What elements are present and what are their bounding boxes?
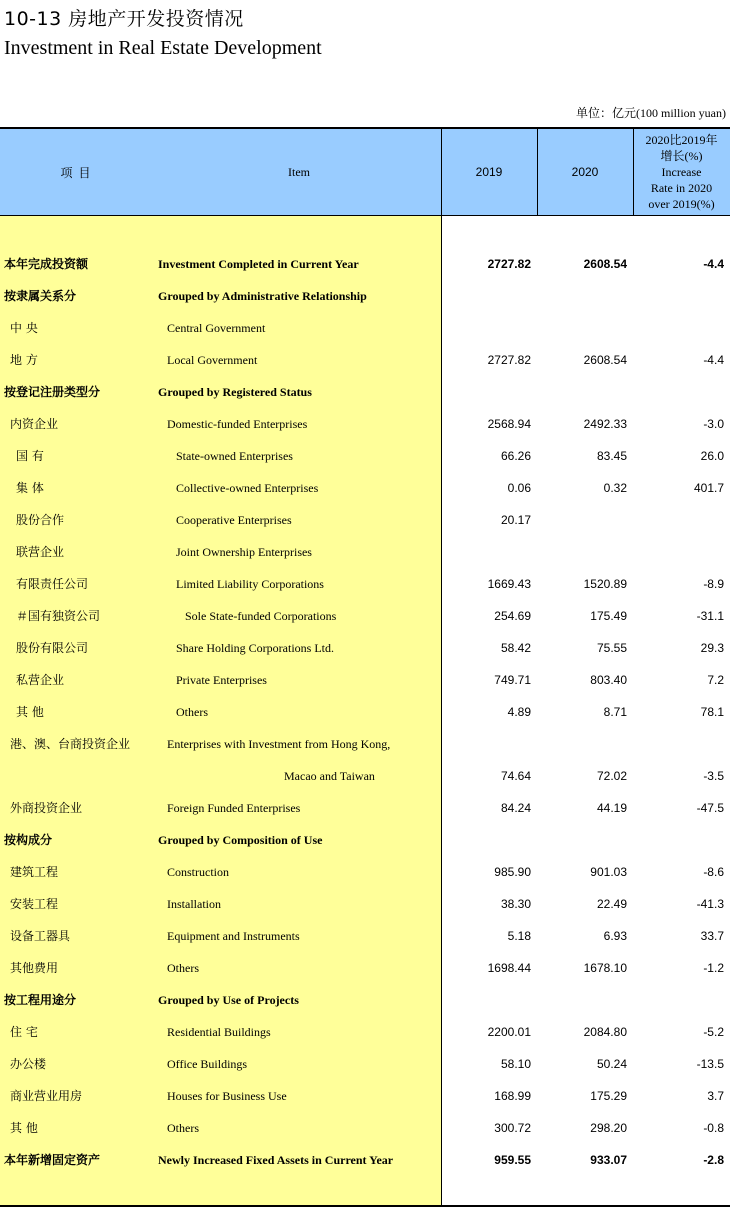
row-value-2020: 2084.80 xyxy=(583,1025,627,1039)
row-value-2020: 44.19 xyxy=(596,801,627,815)
header-2020: 2020 xyxy=(571,165,599,179)
row-item-cn: 国 有 xyxy=(16,449,44,463)
row-item-cn: 有限责任公司 xyxy=(16,577,89,591)
row-item-cn: 外商投资企业 xyxy=(10,801,83,815)
row-value-2020: 1678.10 xyxy=(583,961,627,975)
row-increase-rate: -8.9 xyxy=(703,577,724,591)
row-item-en: Residential Buildings xyxy=(167,1025,271,1039)
row-item-en: State-owned Enterprises xyxy=(176,449,293,463)
row-increase-rate: -41.3 xyxy=(696,897,724,911)
row-increase-rate xyxy=(633,824,724,856)
table-row xyxy=(0,824,730,856)
row-value-2019: 84.24 xyxy=(500,801,531,815)
statistics-table xyxy=(0,127,730,1209)
row-item-cn: 建筑工程 xyxy=(10,865,59,879)
row-value-2020: 933.07 xyxy=(590,1153,627,1167)
row-value-2019: 959.55 xyxy=(494,1153,531,1167)
row-increase-rate xyxy=(633,728,724,760)
row-item-en: Installation xyxy=(167,897,221,911)
row-value-2019: 749.71 xyxy=(494,673,531,687)
row-value-2019: 168.99 xyxy=(494,1089,531,1103)
table-row xyxy=(0,440,730,472)
table-row xyxy=(0,1048,730,1080)
header-rate-line: 增长(%) xyxy=(660,149,703,163)
row-item-en: Grouped by Registered Status xyxy=(158,385,312,399)
row-value-2019: 300.72 xyxy=(494,1121,531,1135)
row-value-2019 xyxy=(441,280,531,312)
row-value-2019 xyxy=(441,376,531,408)
table-row xyxy=(0,600,730,632)
row-item-en: Foreign Funded Enterprises xyxy=(167,801,301,815)
row-increase-rate: -0.8 xyxy=(703,1121,724,1135)
row-increase-rate: 7.2 xyxy=(707,673,724,687)
row-item-cn: 本年完成投资额 xyxy=(4,257,89,271)
table-row xyxy=(0,1016,730,1048)
table-bottom-rule xyxy=(0,1205,730,1207)
row-increase-rate xyxy=(633,536,724,568)
row-item-cn: 其他费用 xyxy=(10,961,59,975)
row-increase-rate: -4.4 xyxy=(703,257,724,271)
row-item-en: Houses for Business Use xyxy=(167,1089,287,1103)
table-row xyxy=(0,696,730,728)
row-value-2019: 985.90 xyxy=(494,865,531,879)
row-value-2020: 2608.54 xyxy=(583,257,627,271)
row-value-2020 xyxy=(537,280,627,312)
row-item-en: Equipment and Instruments xyxy=(167,929,300,943)
row-value-2019 xyxy=(441,312,531,344)
unit-label-en: (100 million yuan) xyxy=(636,106,726,120)
row-value-2020: 75.55 xyxy=(596,641,627,655)
row-item-en: Collective-owned Enterprises xyxy=(176,481,319,495)
row-item-en: Sole State-funded Corporations xyxy=(185,609,337,623)
row-item-cn: 安装工程 xyxy=(10,897,59,911)
row-value-2020: 803.40 xyxy=(590,673,627,687)
row-increase-rate: -13.5 xyxy=(696,1057,724,1071)
row-item-cn: 按登记注册类型分 xyxy=(4,385,101,399)
row-value-2019: 38.30 xyxy=(500,897,531,911)
row-item-en: Grouped by Administrative Relationship xyxy=(158,289,367,303)
row-value-2019: 58.10 xyxy=(500,1057,531,1071)
table-row xyxy=(0,1144,730,1176)
row-item-en: Cooperative Enterprises xyxy=(176,513,292,527)
row-item-en: Others xyxy=(167,1121,199,1135)
table-row xyxy=(0,248,730,280)
row-item-en: Enterprises with Investment from Hong Kong, xyxy=(167,737,391,751)
table-row xyxy=(0,344,730,376)
row-value-2020: 175.49 xyxy=(590,609,627,623)
row-value-2020: 6.93 xyxy=(603,929,627,943)
table-row xyxy=(0,856,730,888)
row-value-2019: 74.64 xyxy=(500,769,531,783)
row-increase-rate: -3.0 xyxy=(703,417,724,431)
row-value-2019: 2727.82 xyxy=(487,353,531,367)
table-row xyxy=(0,1080,730,1112)
row-item-en: Local Government xyxy=(167,353,258,367)
row-item-cn: 中 央 xyxy=(10,321,38,335)
row-increase-rate: -47.5 xyxy=(696,801,724,815)
row-value-2019 xyxy=(441,536,531,568)
row-value-2020 xyxy=(537,376,627,408)
header-increase-rate xyxy=(633,129,730,215)
row-increase-rate: 78.1 xyxy=(700,705,724,719)
row-item-cn: 内资企业 xyxy=(10,417,59,431)
table-row xyxy=(0,984,730,1016)
table-row xyxy=(0,952,730,984)
row-value-2020 xyxy=(537,984,627,1016)
row-item-en: Central Government xyxy=(167,321,266,335)
row-increase-rate: -8.6 xyxy=(703,865,724,879)
row-increase-rate: 3.7 xyxy=(707,1089,724,1103)
row-value-2020: 50.24 xyxy=(596,1057,627,1071)
table-row xyxy=(0,664,730,696)
row-item-cn: 按隶属关系分 xyxy=(4,289,77,303)
row-value-2019: 254.69 xyxy=(494,609,531,623)
table-row xyxy=(0,888,730,920)
row-value-2019 xyxy=(441,984,531,1016)
row-value-2019: 2568.94 xyxy=(487,417,531,431)
row-item-cn: 住 宅 xyxy=(10,1025,38,1039)
row-value-2019: 5.18 xyxy=(507,929,531,943)
row-increase-rate: -5.2 xyxy=(703,1025,724,1039)
header-rate-line: 2020比2019年 xyxy=(645,133,718,147)
header-2019: 2019 xyxy=(475,165,503,179)
header-rate-line: over 2019(%) xyxy=(648,197,715,211)
row-value-2020: 83.45 xyxy=(596,449,627,463)
row-increase-rate: -2.8 xyxy=(703,1153,724,1167)
row-value-2019: 1669.43 xyxy=(487,577,531,591)
row-value-2020: 2492.33 xyxy=(583,417,627,431)
row-value-2020 xyxy=(537,536,627,568)
row-increase-rate: 29.3 xyxy=(700,641,724,655)
row-increase-rate xyxy=(633,280,724,312)
table-row xyxy=(0,472,730,504)
row-item-en: Share Holding Corporations Ltd. xyxy=(176,641,334,655)
row-value-2019 xyxy=(441,824,531,856)
table-row xyxy=(0,504,730,536)
row-value-2019: 0.06 xyxy=(507,481,531,495)
table-row xyxy=(0,536,730,568)
table-title-cn: 10-13 房地产开发投资情况 xyxy=(4,8,244,30)
row-item-cn: ＃国有独资公司 xyxy=(16,609,101,623)
row-value-2020 xyxy=(537,728,627,760)
row-increase-rate xyxy=(633,376,724,408)
row-value-2020: 298.20 xyxy=(590,1121,627,1135)
row-increase-rate: -1.2 xyxy=(703,961,724,975)
row-item-cn: 本年新增固定资产 xyxy=(4,1153,101,1167)
row-value-2019: 4.89 xyxy=(507,705,531,719)
row-value-2020: 175.29 xyxy=(590,1089,627,1103)
row-increase-rate: -31.1 xyxy=(696,609,724,623)
row-item-cn: 其 他 xyxy=(16,705,44,719)
row-increase-rate xyxy=(633,984,724,1016)
row-item-cn: 设备工器具 xyxy=(10,929,71,943)
row-item-en: Limited Liability Corporations xyxy=(176,577,324,591)
table-row xyxy=(0,280,730,312)
row-item-en: Macao and Taiwan xyxy=(284,769,375,783)
row-item-cn: 私营企业 xyxy=(16,673,65,687)
unit-label xyxy=(576,104,726,121)
row-item-en: Private Enterprises xyxy=(176,673,267,687)
table-title-en: Investment in Real Estate Development xyxy=(4,37,322,59)
row-increase-rate xyxy=(633,504,724,536)
row-value-2019: 20.17 xyxy=(500,513,531,527)
table-row xyxy=(0,1112,730,1144)
row-value-2020: 22.49 xyxy=(596,897,627,911)
row-item-cn: 股份有限公司 xyxy=(16,641,89,655)
row-item-en: Investment Completed in Current Year xyxy=(158,257,359,271)
header-rate-line: Increase xyxy=(661,165,702,179)
row-item-en: Joint Ownership Enterprises xyxy=(176,545,312,559)
row-increase-rate: 401.7 xyxy=(693,481,724,495)
row-item-en: Office Buildings xyxy=(167,1057,248,1071)
row-increase-rate xyxy=(633,312,724,344)
table-row xyxy=(0,376,730,408)
row-value-2020: 1520.89 xyxy=(583,577,627,591)
row-item-en: Others xyxy=(176,705,208,719)
row-value-2020 xyxy=(537,504,627,536)
table-row xyxy=(0,920,730,952)
row-increase-rate: -4.4 xyxy=(703,353,724,367)
row-item-en: Grouped by Use of Projects xyxy=(158,993,299,1007)
header-rate-line: Rate in 2020 xyxy=(650,181,713,195)
table-row xyxy=(0,792,730,824)
row-item-en: Newly Increased Fixed Assets in Current Year xyxy=(158,1153,394,1167)
row-value-2019: 66.26 xyxy=(500,449,531,463)
row-item-en: Domestic-funded Enterprises xyxy=(167,417,308,431)
row-value-2020 xyxy=(537,824,627,856)
row-item-en: Grouped by Composition of Use xyxy=(158,833,323,847)
row-value-2020 xyxy=(537,312,627,344)
row-item-cn: 集 体 xyxy=(16,481,44,495)
row-item-cn: 地 方 xyxy=(10,353,38,367)
row-value-2019: 1698.44 xyxy=(487,961,531,975)
row-increase-rate: -3.5 xyxy=(703,769,724,783)
row-item-cn: 股份合作 xyxy=(16,513,65,527)
row-value-2020: 2608.54 xyxy=(583,353,627,367)
row-item-cn: 按构成分 xyxy=(4,833,53,847)
table-row xyxy=(0,568,730,600)
header-item-cn: 项目 xyxy=(60,165,97,180)
unit-label-cn: 单位：亿元 xyxy=(575,106,636,120)
row-value-2019: 58.42 xyxy=(500,641,531,655)
row-item-en: Others xyxy=(167,961,199,975)
row-item-en: Construction xyxy=(167,865,229,879)
row-value-2020: 8.71 xyxy=(603,705,627,719)
row-value-2020: 0.32 xyxy=(603,481,627,495)
row-value-2020: 72.02 xyxy=(596,769,627,783)
table-row xyxy=(0,408,730,440)
row-increase-rate: 33.7 xyxy=(700,929,724,943)
row-item-cn: 其 他 xyxy=(10,1121,38,1135)
row-item-cn: 按工程用途分 xyxy=(4,993,77,1007)
table-row xyxy=(0,728,730,760)
row-item-cn: 商业营业用房 xyxy=(10,1089,83,1103)
row-item-cn: 联营企业 xyxy=(16,545,65,559)
row-item-cn: 办公楼 xyxy=(10,1057,47,1071)
table-row xyxy=(0,312,730,344)
row-value-2019 xyxy=(441,728,531,760)
row-increase-rate: 26.0 xyxy=(700,449,724,463)
row-value-2019: 2200.01 xyxy=(487,1025,531,1039)
table-row xyxy=(0,632,730,664)
header-item-en: Item xyxy=(288,164,310,179)
row-item-cn: 港、澳、台商投资企业 xyxy=(10,737,131,751)
row-value-2019: 2727.82 xyxy=(487,257,531,271)
table-row xyxy=(0,760,730,792)
row-value-2020: 901.03 xyxy=(590,865,627,879)
